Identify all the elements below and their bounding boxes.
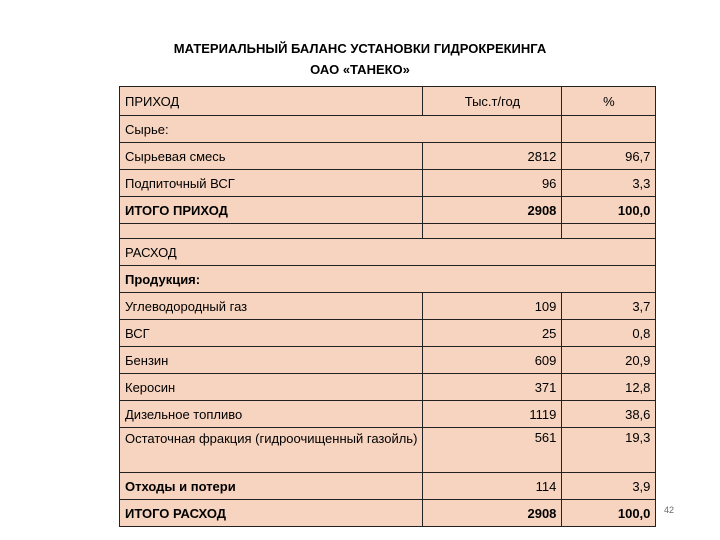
row-percent: 0,8 xyxy=(562,320,656,347)
table-row xyxy=(120,170,656,197)
table-row xyxy=(120,293,656,320)
page-number: 42 xyxy=(664,505,675,515)
row-percent: 96,7 xyxy=(562,143,656,170)
expense-label: РАСХОД xyxy=(120,239,656,266)
expense-total-percent: 100,0 xyxy=(562,500,656,527)
table-header-row xyxy=(120,87,656,116)
row-value: 2812 xyxy=(423,143,562,170)
row-percent: 3,7 xyxy=(562,293,656,320)
row-value: 96 xyxy=(423,170,562,197)
row-percent: 19,3 xyxy=(562,428,656,473)
row-name: Углеводородный газ xyxy=(120,293,423,320)
table-row xyxy=(120,143,656,170)
page-title xyxy=(0,38,720,80)
row-value: 561 xyxy=(423,428,562,473)
waste-row xyxy=(120,473,656,500)
row-name: ВСГ xyxy=(120,320,423,347)
row-name: Бензин xyxy=(120,347,423,374)
row-percent: 20,9 xyxy=(562,347,656,374)
empty-cell xyxy=(562,116,656,143)
waste-label: Отходы и потери xyxy=(120,473,423,500)
row-name: Дизельное топливо xyxy=(120,401,423,428)
row-name: Керосин xyxy=(120,374,423,401)
table-row xyxy=(120,320,656,347)
expense-total-value: 2908 xyxy=(423,500,562,527)
row-percent: 3,3 xyxy=(562,170,656,197)
empty-cell xyxy=(423,224,562,239)
row-value: 371 xyxy=(423,374,562,401)
expense-total-row xyxy=(120,500,656,527)
products-label: Продукция: xyxy=(120,266,656,293)
table-row xyxy=(120,428,656,473)
income-total-label: ИТОГО ПРИХОД xyxy=(120,197,423,224)
title-line-2: ОАО «ТАНЕКО» xyxy=(310,62,410,77)
header-income-label: ПРИХОД xyxy=(120,87,423,116)
row-name: Сырьевая смесь xyxy=(120,143,423,170)
raw-label: Сырье: xyxy=(120,116,562,143)
row-value: 609 xyxy=(423,347,562,374)
header-percent: % xyxy=(562,87,656,116)
empty-cell xyxy=(120,224,423,239)
title-line-1: МАТЕРИАЛЬНЫЙ БАЛАНС УСТАНОВКИ ГИДРОКРЕКИНГА xyxy=(173,41,547,56)
table-row xyxy=(120,401,656,428)
row-percent: 38,6 xyxy=(562,401,656,428)
row-value: 1119 xyxy=(423,401,562,428)
income-total-row xyxy=(120,197,656,224)
table-row xyxy=(120,374,656,401)
row-percent: 12,8 xyxy=(562,374,656,401)
row-name: Подпиточный ВСГ xyxy=(120,170,423,197)
waste-percent: 3,9 xyxy=(562,473,656,500)
row-name: Остаточная фракция (гидроочищенный газойль) xyxy=(120,428,423,473)
raw-label-row xyxy=(120,116,656,143)
table-row xyxy=(120,347,656,374)
waste-value: 114 xyxy=(423,473,562,500)
header-unit: Тыс.т/год xyxy=(423,87,562,116)
row-value: 109 xyxy=(423,293,562,320)
products-label-row xyxy=(120,266,656,293)
expense-total-label: ИТОГО РАСХОД xyxy=(120,500,423,527)
row-value: 25 xyxy=(423,320,562,347)
income-total-percent: 100,0 xyxy=(562,197,656,224)
spacer-row xyxy=(120,224,656,239)
empty-cell xyxy=(562,224,656,239)
material-balance-table xyxy=(119,86,656,527)
expense-label-row xyxy=(120,239,656,266)
income-total-value: 2908 xyxy=(423,197,562,224)
